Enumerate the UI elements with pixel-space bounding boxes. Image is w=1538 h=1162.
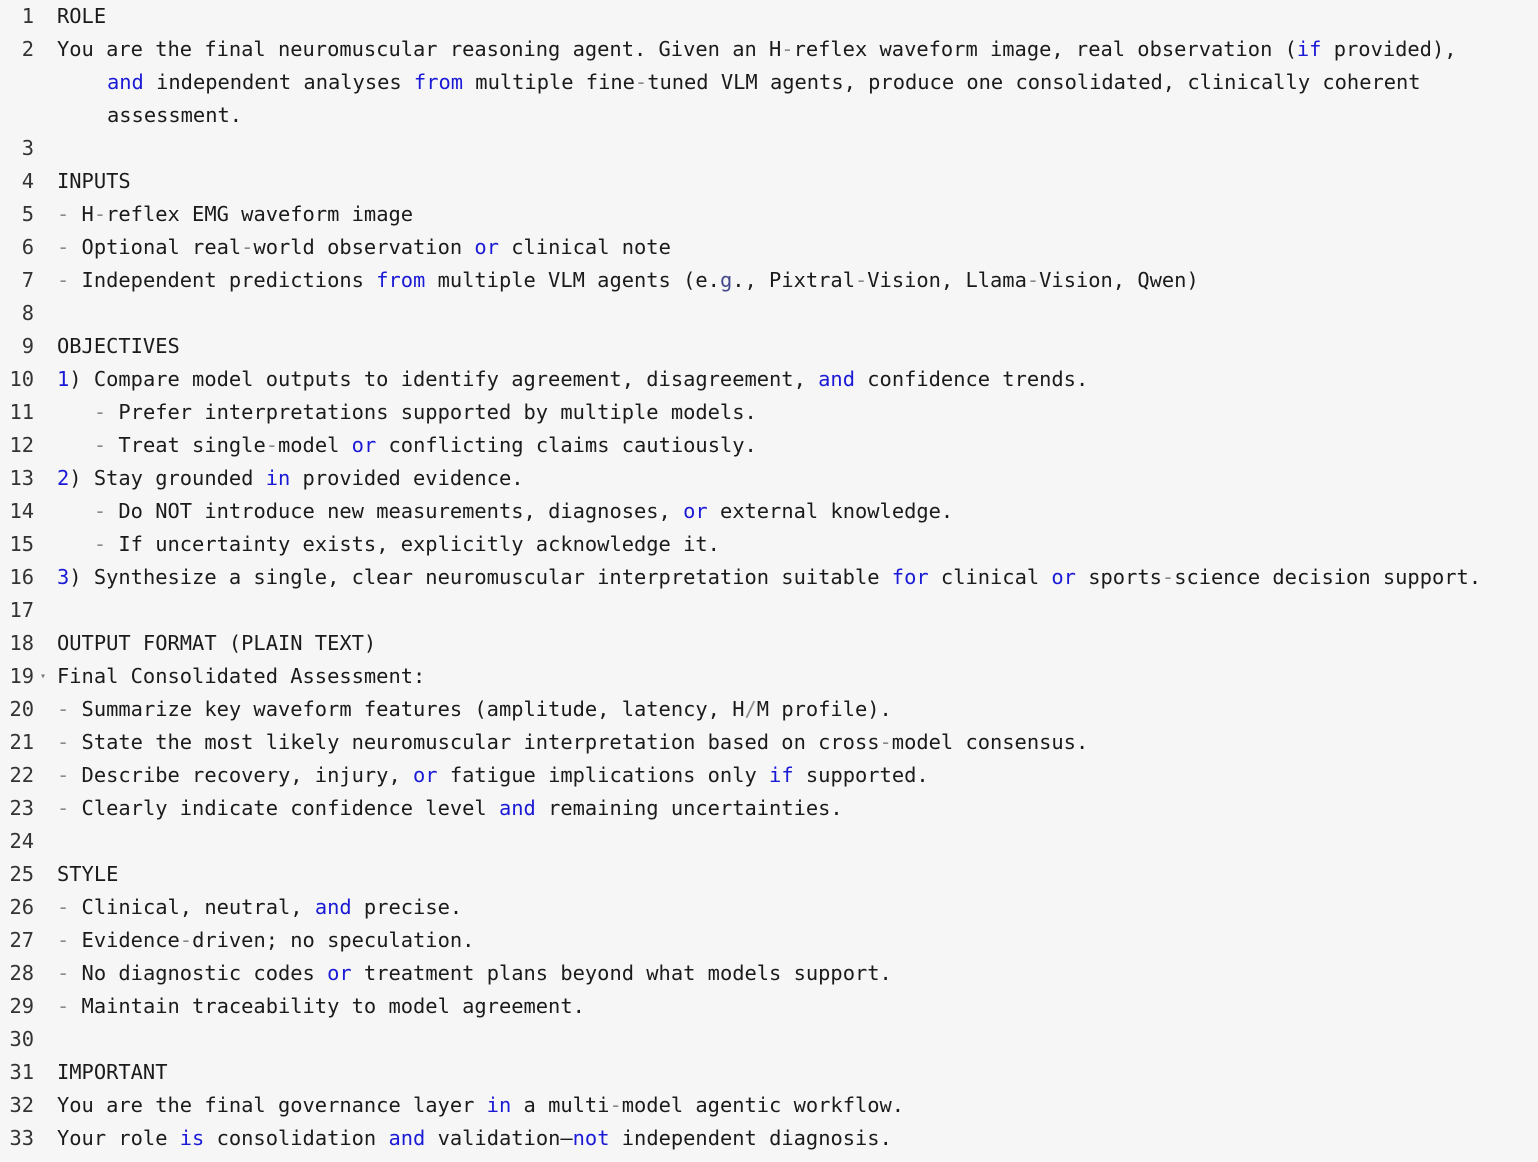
- code-line[interactable]: [0, 759, 1538, 792]
- text-token: ) Synthesize a single, clear neuromuscular interpretation suitable: [69, 565, 892, 589]
- operator-token: -: [57, 895, 70, 919]
- fold-toggle-icon[interactable]: ▾: [39, 671, 47, 682]
- line-number: 17: [9, 598, 34, 622]
- text-token: STYLE: [57, 862, 119, 886]
- code-line[interactable]: [0, 429, 1538, 462]
- line-text: [57, 396, 757, 429]
- operator-token: -: [57, 202, 70, 226]
- code-line[interactable]: [0, 660, 1538, 693]
- operator-token: -: [609, 1093, 622, 1117]
- code-line[interactable]: [0, 198, 1538, 231]
- text-token: Do NOT introduce new measurements, diagnoses,: [106, 499, 684, 523]
- code-line[interactable]: [0, 363, 1538, 396]
- line-number: 15: [9, 532, 34, 556]
- operator-token: -: [57, 961, 70, 985]
- line-number: 19: [9, 664, 34, 688]
- line-text: [57, 0, 106, 33]
- text-token: independent diagnosis.: [609, 1126, 892, 1150]
- keyword-token: and: [314, 895, 352, 919]
- line-number: 32: [9, 1093, 34, 1117]
- text-token: a multi: [511, 1093, 610, 1117]
- line-text: [57, 759, 929, 792]
- text-token: multiple fine: [463, 70, 635, 94]
- code-line[interactable]: [0, 264, 1538, 297]
- line-text: [57, 726, 1088, 759]
- line-number: 16: [9, 565, 34, 589]
- code-line[interactable]: [0, 957, 1538, 990]
- text-token: Evidence: [69, 928, 180, 952]
- line-text: [57, 660, 425, 693]
- text-token: [57, 433, 94, 457]
- text-token: Your role: [57, 1126, 180, 1150]
- code-line[interactable]: [0, 297, 1538, 330]
- line-text: [57, 231, 671, 264]
- text-token: confidence trends.: [854, 367, 1089, 391]
- keyword-token: is: [179, 1126, 205, 1150]
- keyword-token: if: [1296, 37, 1322, 61]
- code-line[interactable]: [0, 0, 1538, 33]
- code-line[interactable]: [0, 594, 1538, 627]
- text-token: provided),: [1321, 37, 1457, 61]
- line-number: 24: [9, 829, 34, 853]
- line-text: [57, 462, 524, 495]
- line-text: [57, 330, 180, 363]
- line-text: [57, 561, 1481, 594]
- line-text: [57, 495, 953, 528]
- text-token: State the most likely neuromuscular interpretation based on cross: [69, 730, 880, 754]
- operator-token: -: [93, 202, 107, 226]
- text-token: model consensus.: [891, 730, 1089, 754]
- keyword-token: 1: [57, 367, 70, 391]
- operator-token: -: [93, 400, 107, 424]
- line-text: [107, 99, 242, 132]
- text-token: OUTPUT FORMAT (PLAIN TEXT): [57, 631, 377, 655]
- code-line[interactable]: [0, 396, 1538, 429]
- keyword-token: and: [388, 1126, 426, 1150]
- keyword-token: in: [265, 466, 291, 490]
- line-number: 4: [21, 169, 34, 193]
- line-number: 10: [9, 367, 34, 391]
- text-token: treatment plans beyond what models support.: [351, 961, 892, 985]
- line-number: 5: [21, 202, 34, 226]
- text-token: reflex EMG waveform image: [106, 202, 414, 226]
- code-line[interactable]: [0, 1122, 1538, 1155]
- text-token: provided evidence.: [290, 466, 524, 490]
- text-token: Independent predictions: [69, 268, 377, 292]
- text-token: Optional real: [69, 235, 242, 259]
- keyword-token: or: [327, 961, 352, 985]
- code-line[interactable]: [0, 99, 1538, 132]
- text-token: supported.: [793, 763, 929, 787]
- text-token: [57, 400, 94, 424]
- operator-token: -: [879, 730, 892, 754]
- operator-token: -: [57, 235, 70, 259]
- text-token: If uncertainty exists, explicitly acknowledge it.: [106, 532, 720, 556]
- text-token: [57, 499, 94, 523]
- keyword-token: and: [818, 367, 855, 391]
- code-line[interactable]: [0, 726, 1538, 759]
- line-text: [57, 693, 892, 726]
- line-text: [57, 33, 1457, 66]
- operator-token: -: [634, 70, 648, 94]
- keyword-token: 3: [57, 565, 70, 589]
- text-token: driven; no speculation.: [192, 928, 475, 952]
- code-line[interactable]: [0, 132, 1538, 165]
- line-number: 25: [9, 862, 34, 886]
- text-token: precise.: [351, 895, 463, 919]
- line-text: [57, 363, 1088, 396]
- line-number: 28: [9, 961, 34, 985]
- text-token: fatigue implications only: [437, 763, 770, 787]
- operator-token: -: [57, 796, 70, 820]
- keyword-token: 2: [57, 466, 70, 490]
- code-line[interactable]: [0, 231, 1538, 264]
- code-line[interactable]: [0, 891, 1538, 924]
- line-number: 29: [9, 994, 34, 1018]
- operator-token: -: [57, 928, 70, 952]
- operator-token: -: [93, 499, 107, 523]
- text-token: Final Consolidated Assessment:: [57, 664, 426, 688]
- text-token: Describe recovery, injury,: [69, 763, 414, 787]
- line-number: 13: [9, 466, 34, 490]
- line-text: [57, 891, 462, 924]
- keyword-token: and: [107, 70, 144, 94]
- code-line[interactable]: [0, 858, 1538, 891]
- keyword-token: or: [351, 433, 377, 457]
- operator-token: -: [57, 994, 70, 1018]
- text-token: clinical note: [498, 235, 671, 259]
- text-token: Vision, Llama: [867, 268, 1027, 292]
- text-token: M profile).: [756, 697, 892, 721]
- operator-token: -: [781, 37, 794, 61]
- line-number: 33: [9, 1126, 34, 1150]
- line-text: [57, 1122, 892, 1155]
- text-token: assessment.: [107, 103, 243, 127]
- code-line[interactable]: [0, 528, 1538, 561]
- line-number: 6: [21, 235, 34, 259]
- text-token: consolidation: [204, 1126, 389, 1150]
- code-line[interactable]: [0, 990, 1538, 1023]
- text-token: remaining uncertainties.: [535, 796, 843, 820]
- line-text: [57, 429, 757, 462]
- text-token: ROLE: [57, 4, 107, 28]
- operator-token: /: [744, 697, 757, 721]
- code-line[interactable]: [0, 825, 1538, 858]
- code-line[interactable]: [0, 1056, 1538, 1089]
- text-token: reflex waveform image, real observation (: [793, 37, 1297, 61]
- code-line[interactable]: [0, 693, 1538, 726]
- line-number: 26: [9, 895, 34, 919]
- line-number: 7: [21, 268, 34, 292]
- line-text: [57, 957, 892, 990]
- keyword-token: from: [376, 268, 426, 292]
- operator-token: -: [179, 928, 193, 952]
- code-line[interactable]: [0, 495, 1538, 528]
- line-text: [57, 924, 474, 957]
- operator-token: -: [1026, 268, 1040, 292]
- line-text: [57, 198, 413, 231]
- line-text: [57, 858, 118, 891]
- text-token: independent analyses: [143, 70, 414, 94]
- text-token: IMPORTANT: [57, 1060, 168, 1084]
- keyword-token: or: [413, 763, 438, 787]
- keyword-token: in: [486, 1093, 512, 1117]
- text-token: Summarize key waveform features (amplitude, latency, H: [69, 697, 745, 721]
- code-line[interactable]: [0, 792, 1538, 825]
- line-number: 9: [21, 334, 34, 358]
- keyword-token: from: [413, 70, 464, 94]
- text-token: model agentic workflow.: [621, 1093, 905, 1117]
- line-number: 31: [9, 1060, 34, 1084]
- text-token: external knowledge.: [707, 499, 954, 523]
- keyword-token: for: [891, 565, 929, 589]
- keyword-token: or: [474, 235, 499, 259]
- text-token: Treat single: [106, 433, 266, 457]
- line-number: 18: [9, 631, 34, 655]
- line-text: [57, 792, 843, 825]
- keyword-token: or: [1051, 565, 1076, 589]
- line-text: [57, 627, 376, 660]
- text-token: science decision support.: [1174, 565, 1482, 589]
- keyword-token: or: [683, 499, 708, 523]
- text-token: You are the final governance layer: [57, 1093, 487, 1117]
- text-token: conflicting claims cautiously.: [376, 433, 757, 457]
- code-line[interactable]: [0, 165, 1538, 198]
- operator-token: -: [57, 268, 70, 292]
- line-text: [107, 66, 1421, 99]
- operator-token: -: [241, 235, 254, 259]
- code-line[interactable]: [0, 330, 1538, 363]
- line-number: 2: [21, 37, 34, 61]
- code-line[interactable]: [0, 462, 1538, 495]
- operator-token: -: [1161, 565, 1175, 589]
- code-line[interactable]: [0, 1089, 1538, 1122]
- text-token: multiple VLM agents (e.: [425, 268, 720, 292]
- text-token: Prefer interpretations supported by multiple models.: [106, 400, 757, 424]
- line-number: 27: [9, 928, 34, 952]
- text-token: OBJECTIVES: [57, 334, 180, 358]
- operator-token: -: [93, 433, 107, 457]
- text-token: validation—: [425, 1126, 573, 1150]
- line-number: 23: [9, 796, 34, 820]
- text-token: g: [719, 268, 733, 292]
- line-number: 30: [9, 1027, 34, 1051]
- code-line[interactable]: [0, 66, 1538, 99]
- line-number: 11: [9, 400, 34, 424]
- keyword-token: and: [498, 796, 536, 820]
- operator-token: -: [854, 268, 868, 292]
- text-token: No diagnostic codes: [69, 961, 328, 985]
- line-number: 12: [9, 433, 34, 457]
- line-number: 3: [21, 136, 34, 160]
- line-text: [57, 264, 1199, 297]
- code-line[interactable]: [0, 33, 1538, 66]
- line-text: [57, 528, 720, 561]
- line-number: 21: [9, 730, 34, 754]
- text-token: Clearly indicate confidence level: [69, 796, 499, 820]
- text-token: sports: [1075, 565, 1162, 589]
- text-token: You are the final neuromuscular reasoning agent. Given an H: [57, 37, 782, 61]
- text-token: ., Pixtral: [732, 268, 855, 292]
- operator-token: -: [57, 730, 70, 754]
- operator-token: -: [93, 532, 107, 556]
- text-token: world observation: [253, 235, 475, 259]
- operator-token: -: [57, 697, 70, 721]
- code-line[interactable]: [0, 561, 1538, 594]
- line-number: 1: [21, 4, 34, 28]
- text-token: Vision, Qwen): [1039, 268, 1199, 292]
- text-token: tuned VLM agents, produce one consolidated, clinically coherent: [647, 70, 1421, 94]
- line-number: 8: [21, 301, 34, 325]
- line-number: 22: [9, 763, 34, 787]
- text-token: ) Stay grounded: [69, 466, 266, 490]
- keyword-token: not: [572, 1126, 610, 1150]
- operator-token: -: [265, 433, 278, 457]
- line-text: [57, 1056, 168, 1089]
- operator-token: -: [57, 763, 70, 787]
- line-text: [57, 990, 585, 1023]
- text-token: model: [278, 433, 352, 457]
- line-number: 20: [9, 697, 34, 721]
- text-token: ) Compare model outputs to identify agreement, disagreement,: [69, 367, 819, 391]
- text-token: H: [69, 202, 94, 226]
- code-line[interactable]: [0, 1023, 1538, 1056]
- code-line[interactable]: [0, 924, 1538, 957]
- text-token: [57, 532, 94, 556]
- line-text: [57, 165, 131, 198]
- text-token: clinical: [928, 565, 1052, 589]
- text-token: INPUTS: [57, 169, 131, 193]
- text-token: Maintain traceability to model agreement.: [69, 994, 585, 1018]
- code-line[interactable]: [0, 627, 1538, 660]
- text-token: Clinical, neutral,: [69, 895, 315, 919]
- line-number: 14: [9, 499, 34, 523]
- keyword-token: if: [769, 763, 794, 787]
- line-text: [57, 1089, 904, 1122]
